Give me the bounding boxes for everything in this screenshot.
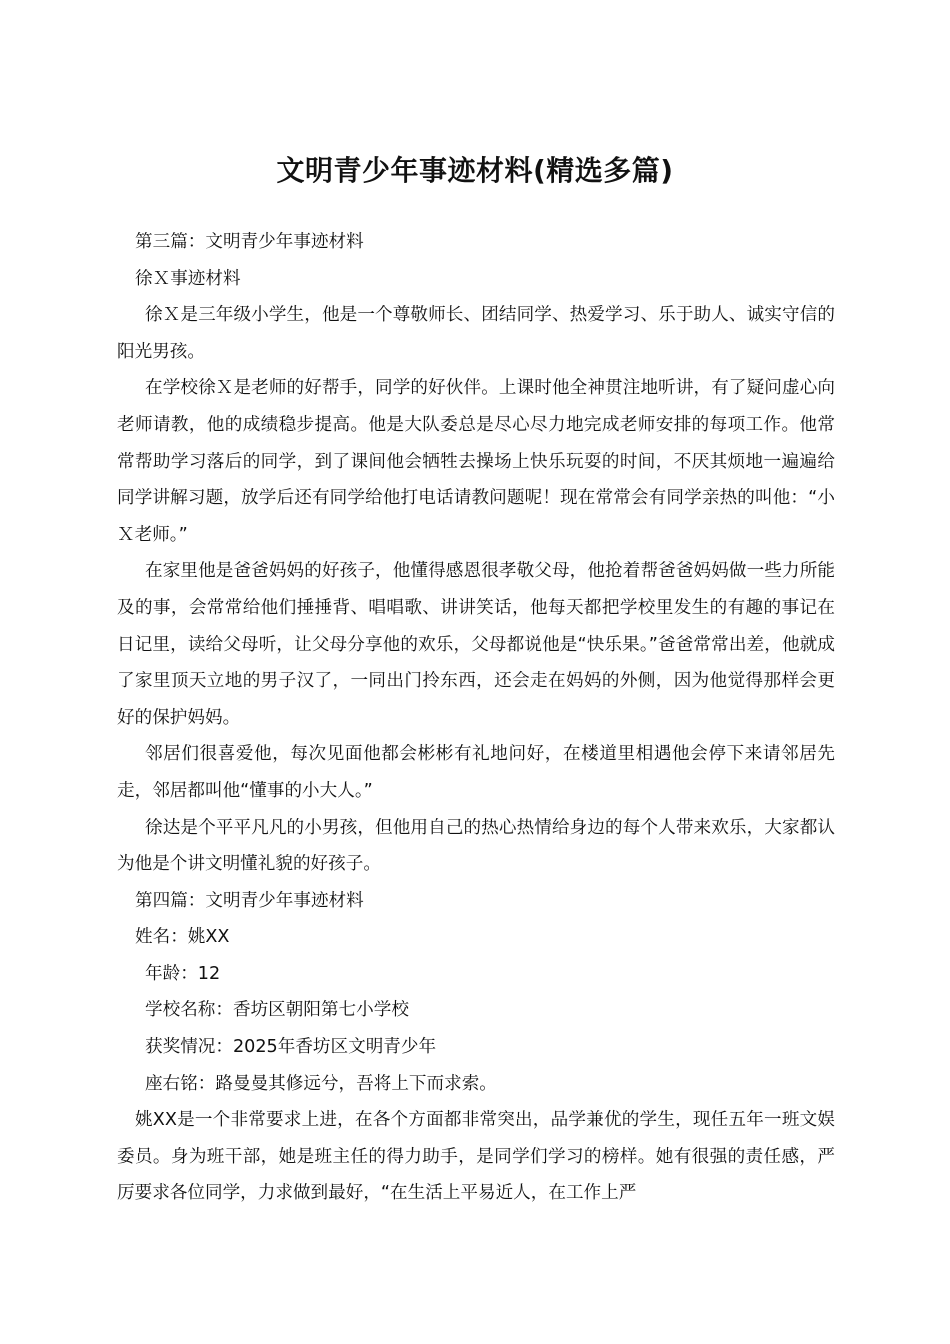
paragraph: 姚XX是一个非常要求上进，在各个方面都非常突出，品学兼优的学生，现任五年一班文娱委员。身为班干部，她是班主任的得力助手，是同学们学习的榜样。她有很强的责任感，严厉要求各位同学，力求做到最好，“在生活上平易近人，在工作上严 — [117, 1110, 835, 1204]
info-awards: 获奖情况：2025年香坊区文明青少年 — [145, 1037, 437, 1058]
paragraph: 徐Ｘ是三年级小学生，他是一个尊敬师长、团结同学、热爱学习、乐于助人、诚实守信的阳光男孩。 — [117, 305, 835, 362]
info-name: 姓名：姚XX — [135, 927, 230, 948]
info-school: 学校名称：香坊区朝阳第七小学校 — [145, 1000, 409, 1021]
subheading-deeds: 徐Ｘ事迹材料 — [135, 268, 241, 289]
document-title: 文明青少年事迹材料(精选多篇) — [276, 153, 674, 187]
info-age: 年龄：12 — [145, 963, 221, 984]
paragraph: 在学校徐Ｘ是老师的好帮手，同学的好伙伴。上课时他全神贯注地听讲，有了疑问虚心向老师请教，他的成绩稳步提高。他是大队委总是尽心尽力地完成老师安排的每项工作。他常常帮助学习落后的同学，到了课间他会牺牲去操场上快乐玩耍的时间，不厌其烦地一遍遍给同学讲解习题，放学后还有同学给他打电话请教问题呢！现在常常会有同学亲热的叫他：“小Ｘ老师。” — [117, 378, 835, 545]
document-body — [117, 224, 835, 1212]
paragraph: 徐达是个平平凡凡的小男孩，但他用自己的热心热情给身边的每个人带来欢乐，大家都认为他是个讲文明懂礼貌的好孩子。 — [117, 817, 835, 875]
paragraph: 在家里他是爸爸妈妈的好孩子，他懂得感恩很孝敬父母，他抢着帮爸爸妈妈做一些力所能及的事，会常常给他们捶捶背、唱唱歌、讲讲笑话，他每天都把学校里发生的有趣的事记在日记里，读给父母听，让父母分享他的欢乐，父母都说他是“快乐果。”爸爸常常出差，他就成了家里顶天立地的男子汉了，一同出门拎东西，还会走在妈妈的外侧，因为他觉得那样会更好的保护妈妈。 — [117, 561, 835, 728]
section-heading-part-3: 第三篇：文明青少年事迹材料 — [135, 232, 364, 252]
section-heading-part-4: 第四篇：文明青少年事迹材料 — [135, 890, 364, 911]
paragraph: 邻居们很喜爱他，每次见面他都会彬彬有礼地问好，在楼道里相遇他会停下来请邻居先走，邻居都叫他“懂事的小大人。” — [117, 744, 835, 801]
info-motto: 座右铭：路曼曼其修远兮，吾将上下而求索。 — [145, 1073, 497, 1094]
